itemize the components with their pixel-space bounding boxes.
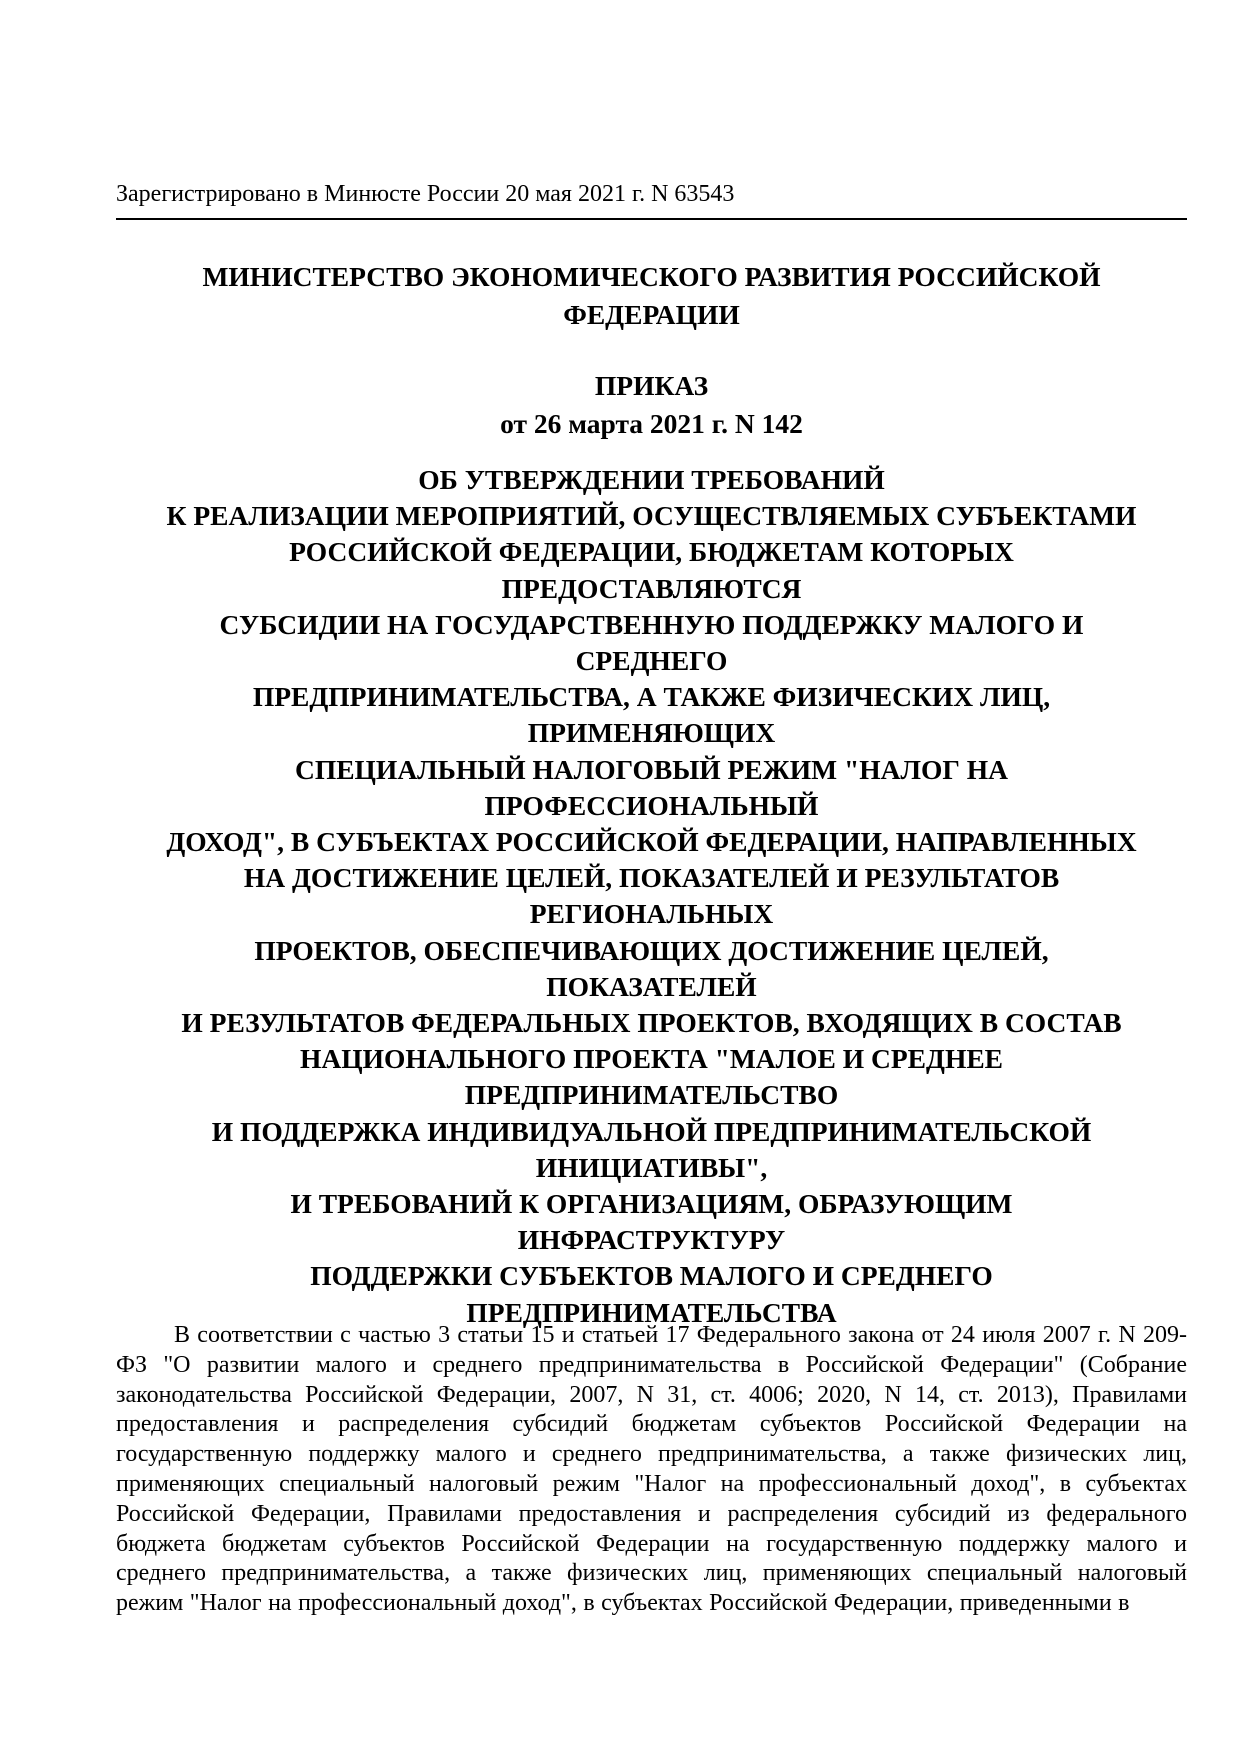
title-line: РЕГИОНАЛЬНЫХ (529, 898, 774, 930)
header-divider (116, 218, 1187, 220)
title-line: ДОХОД", В СУБЪЕКТАХ РОССИЙСКОЙ ФЕДЕРАЦИИ, НАПРАВЛЕННЫХ (166, 826, 1137, 858)
title-line: СУБСИДИИ НА ГОСУДАРСТВЕННУЮ ПОДДЕРЖКУ МАЛОГО И (219, 608, 1084, 640)
ministry-heading (116, 258, 1187, 334)
title-line: К РЕАЛИЗАЦИИ МЕРОПРИЯТИЙ, ОСУЩЕСТВЛЯЕМЫХ СУБЪЕКТАМИ (166, 500, 1137, 532)
title-line: НАЦИОНАЛЬНОГО ПРОЕКТА "МАЛОЕ И СРЕДНЕЕ (299, 1043, 1004, 1075)
title-line: ПРЕДПРИНИМАТЕЛЬСТВА, А ТАКЖЕ ФИЗИЧЕСКИХ ЛИЦ, (252, 681, 1051, 713)
title-line: ОБ УТВЕРЖДЕНИИ ТРЕБОВАНИЙ (418, 464, 885, 495)
order-heading (116, 367, 1187, 443)
title-line: СПЕЦИАЛЬНЫЙ НАЛОГОВЫЙ РЕЖИМ "НАЛОГ НА (294, 753, 1009, 785)
title-line: НА ДОСТИЖЕНИЕ ЦЕЛЕЙ, ПОКАЗАТЕЛЕЙ И РЕЗУЛЬТАТОВ (243, 862, 1060, 894)
title-line: ПРЕДПРИНИМАТЕЛЬСТВА (466, 1296, 837, 1328)
title-line: И ПОДДЕРЖКА ИНДИВИДУАЛЬНОЙ ПРЕДПРИНИМАТЕЛЬСКОЙ (211, 1115, 1092, 1147)
ministry-heading-line: МИНИСТЕРСТВО ЭКОНОМИЧЕСКОГО РАЗВИТИЯ РОССИЙСКОЙ (202, 261, 1101, 292)
title-line: ПОДДЕРЖКИ СУБЪЕКТОВ МАЛОГО И СРЕДНЕГО (310, 1260, 993, 1292)
order-type: ПРИКАЗ (594, 370, 709, 401)
title-line: И РЕЗУЛЬТАТОВ ФЕДЕРАЛЬНЫХ ПРОЕКТОВ, ВХОДЯЩИХ В СОСТАВ (181, 1007, 1122, 1039)
ministry-heading-line: ФЕДЕРАЦИИ (563, 299, 740, 330)
title-line: ПРЕДПРИНИМАТЕЛЬСТВО (464, 1079, 839, 1111)
title-line: И ТРЕБОВАНИЙ К ОРГАНИЗАЦИЯМ, ОБРАЗУЮЩИМ (290, 1188, 1013, 1220)
title-line: ПОКАЗАТЕЛЕЙ (546, 970, 757, 1002)
title-line: ПРОЕКТОВ, ОБЕСПЕЧИВАЮЩИХ ДОСТИЖЕНИЕ ЦЕЛЕЙ, (254, 934, 1049, 966)
title-line: РОССИЙСКОЙ ФЕДЕРАЦИИ, БЮДЖЕТАМ КОТОРЫХ (289, 536, 1014, 568)
body-paragraph: В соответствии с частью 3 статьи 15 и статьей 17 Федерального закона от 24 июля 2007 г. N 209-ФЗ "О развитии малого и среднего предпринимательства в Российской Федерации" (Собрание законодательства Российской Федерации, 2007, N 31, ст. 4006; 2020, N 14, ст. 2013), Правилами предоставления и распределения субсидий бюджетам субъектов Российской Федерации на государственную поддержку малого и среднего предпринимательства, а также физических лиц, применяющих специальный налоговый режим "Налог на профессиональный доход", в субъектах Российской Федерации, Правилами предоставления и распределения субсидий из федерального бюджета бюджетам субъектов Российской Федерации на государственную поддержку малого и среднего предпринимательства, а также физических лиц, применяющих специальный налоговый режим "Налог на профессиональный доход", в субъектах Российской Федерации, приведенными в (116, 1322, 1187, 1617)
registration-note: Зарегистрировано в Минюсте России 20 мая 2021 г. N 63543 (116, 181, 735, 207)
title-line: ПРЕДОСТАВЛЯЮТСЯ (501, 572, 802, 604)
document-title (116, 462, 1187, 1331)
title-line: СРЕДНЕГО (575, 645, 728, 677)
order-date-number: от 26 марта 2021 г. N 142 (500, 408, 803, 439)
title-line: ИНФРАСТРУКТУРУ (517, 1224, 786, 1256)
title-line: ИНИЦИАТИВЫ", (535, 1151, 768, 1183)
title-line: ПРОФЕССИОНАЛЬНЫЙ (484, 789, 819, 821)
title-line: ПРИМЕНЯЮЩИХ (527, 717, 776, 749)
